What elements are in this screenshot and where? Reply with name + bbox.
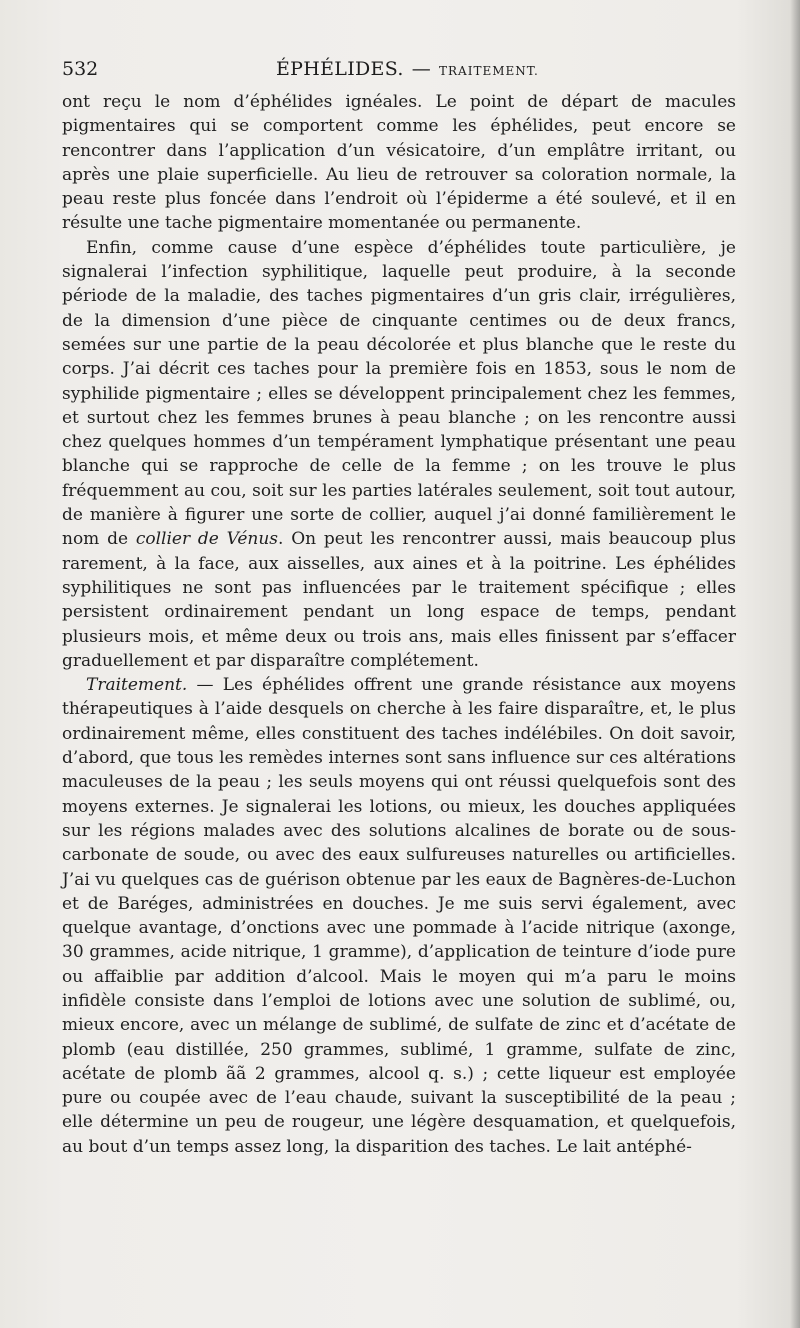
paragraph-traitement bbox=[62, 673, 736, 1159]
paragraph-text-after: . On peut les rencontrer aussi, mais beaucoup plus rarement, à la face, aux aisselles, aux aines et à la poitrine. Les éphélides syphilitiques ne sont pas influencées par le traitement spécifique ; elles persistent ordinairement pendant un long espace de temps, pendant plusieurs mois, et même deux ou trois ans, mais elles finissent par s’effacer graduellement et par disparaître complétement. bbox=[62, 529, 736, 671]
section-lead-italic: Traitement. bbox=[86, 675, 188, 696]
paragraph-ephelides-ignéales bbox=[62, 90, 736, 236]
section-subtitle: TRAITEMENT. bbox=[439, 64, 539, 78]
page-number: 532 bbox=[62, 58, 99, 80]
body-text bbox=[62, 90, 736, 1159]
title-separator: — bbox=[411, 58, 432, 80]
paragraph-text-before: Enfin, comme cause d’une espèce d’éphélides toute particulière, je signalerai l’infection syphilitique, laquelle peut produire, à la seconde période de la maladie, des taches pigmentaires d’un gris clair, irrégulières, de la dimension d’une pièce de cinquante centimes ou de deux francs, semées sur une partie de la peau décolorée et plus blanche que le reste du corps. J’ai décrit ces taches pour la première fois en 1853, sous le nom de syphilide pigmentaire ; elles se développent principalement chez les femmes, et surtout chez les femmes brunes à peau blanche ; on les rencontre aussi chez quelques hommes d’un tempérament lymphatique présentant une peau blanche qui se rapproche de celle de la femme ; on les trouve le plus fréquemment au cou, soit sur les parties latérales seulement, soit tout autour, de manière à figurer une sorte de collier, auquel j’ai donné familièrement le nom de bbox=[62, 237, 736, 550]
paragraph-text: ont reçu le nom d’éphélides ignéales. Le point de départ de macules pigmentaires qui se comportent comme les éphélides, peut encore se rencontrer dans l’application d’un vésicatoire, d’un emplâtre irritant, ou après une plaie superficielle. Au lieu de retrouver sa coloration normale, la peau reste plus foncée dans l’endroit où l’épiderme a été soulevé, et il en résulte une tache pigmentaire momentanée ou permanente. bbox=[62, 92, 736, 234]
chapter-title: ÉPHÉLIDES. bbox=[276, 58, 404, 80]
paragraph-text: — Les éphélides offrent une grande résistance aux moyens thérapeutiques à l’aide desquels on cherche à les faire disparaître, et, le plus ordinairement même, elles constituent des taches indélébiles. On doit savoir, d’abord, que tous les remèdes internes sont sans influence sur ces altérations maculeuses de la peau ; les seuls moyens qui ont réussi quelquefois sont des moyens externes. Je signalerai les lotions, ou mieux, les douches appliquées sur les régions malades avec des solutions alcalines de borate ou de sous-carbonate de soude, ou avec des eaux sulfureuses naturelles ou artificielles. J’ai vu quelques cas de guérison obtenue par les eaux de Bagnères-de-Luchon et de Baréges, administrées en douches. Je me suis servi également, avec quelque avantage, d’onctions avec une pommade à l’acide nitrique (axonge, 30 grammes, acide nitrique, 1 gramme), d’application de teinture d’iode pure ou affaiblie par addition d’alcool. Mais le moyen qui m’a paru le moins infidèle consiste dans l’emploi de lotions avec une solution de sublimé, ou, mieux encore, avec un mélange de sublimé, de sulfate de zinc et d’acétate de plomb (eau distillée, 250 grammes, sublimé, 1 gramme, sulfate de zinc, acétate de plomb ãã 2 grammes, alcool q. s.) ; cette liqueur est employée pure ou coupée avec de l’eau chaude, suivant la susceptibilité de la peau ; elle détermine un peu de rougeur, une légère desquamation, et quelquefois, au bout d’un temps assez long, la disparition des taches. Le lait antéphé- bbox=[62, 675, 736, 1157]
page-edge-shadow bbox=[790, 0, 800, 1328]
paragraph-syphilide-pigmentaire bbox=[62, 236, 736, 673]
running-title bbox=[276, 58, 539, 80]
italic-term: collier de Vénus bbox=[135, 529, 279, 550]
running-header bbox=[62, 58, 738, 84]
